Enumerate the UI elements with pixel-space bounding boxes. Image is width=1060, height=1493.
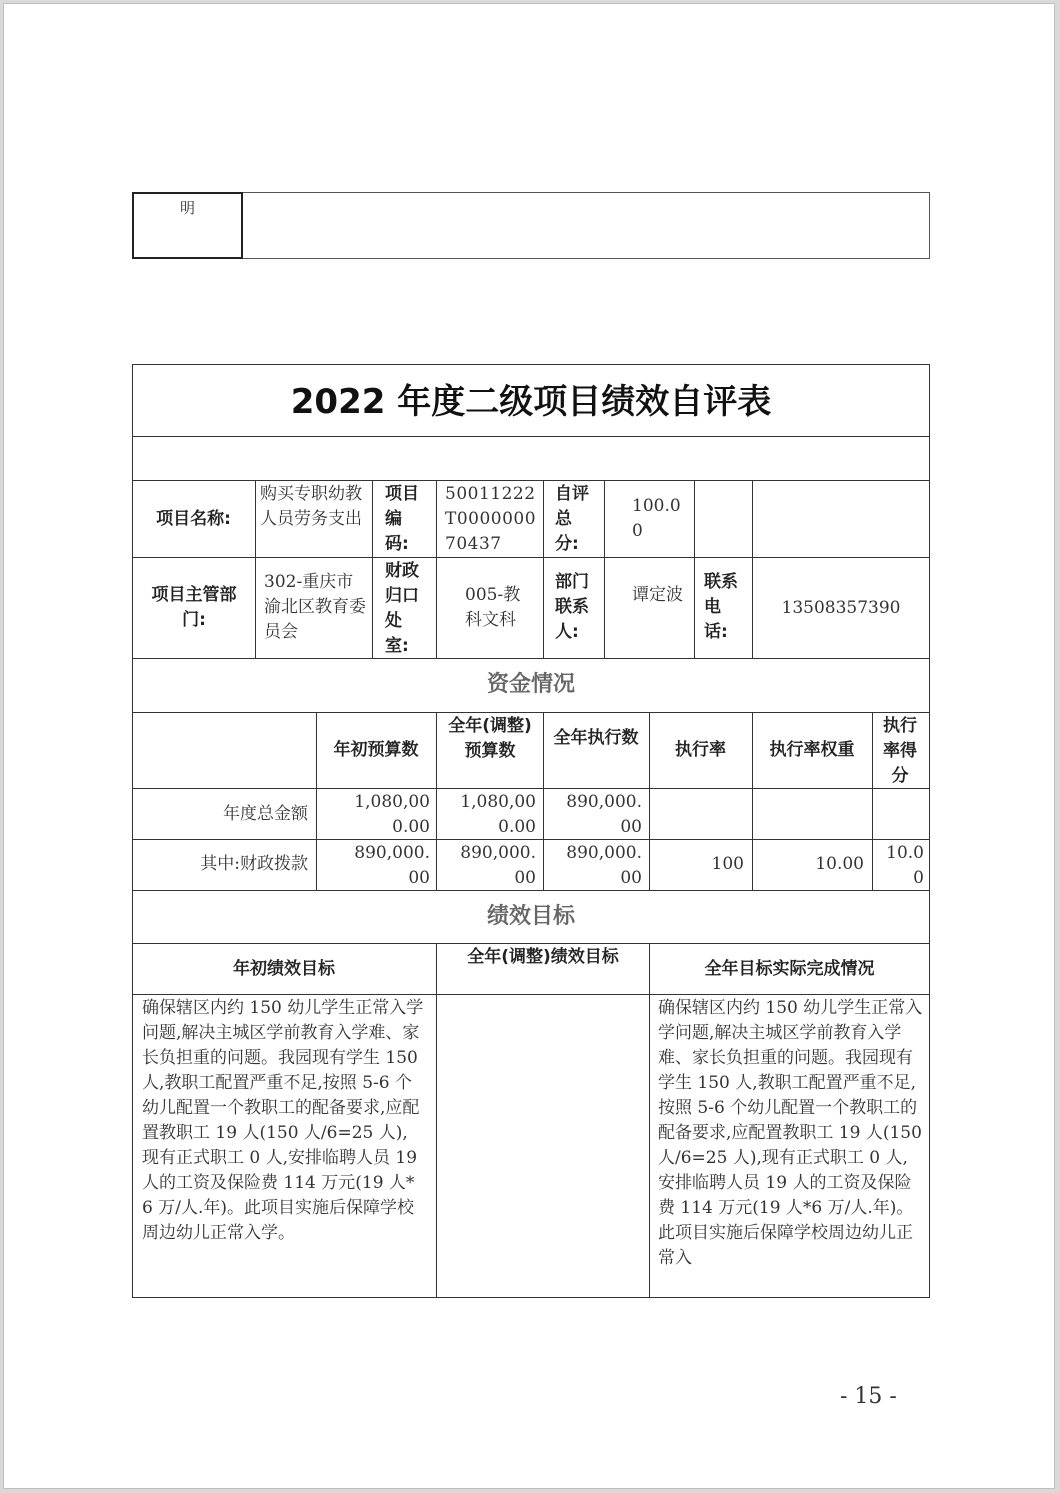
phone-value: 13508357390	[781, 598, 901, 618]
funds-row-fiscal-weight: 10.00	[815, 854, 864, 874]
finance-label: 财政归口处室:	[385, 561, 419, 656]
goals-initial-text: 确保辖区内约 150 幼儿学生正常入学问题,解决主城区学前教育入学难、家长负担重的问题。我园现有学生 150 人,教职工配置严重不足,按照 5-6 个幼儿配置一个教职工的配备要求,应配置教职工 19 人(150 人/6=25 人),现有正式职工 0 人,安排临聘人员 19 人的工资及保险费 114 万元(19 人*6 万/人.年)。此项目实施后保障学校周边幼儿正常入学。	[142, 998, 424, 1243]
funds-row-fiscal-label: 其中:财政拨款	[200, 854, 308, 874]
funds-row-total-label: 年度总金额	[223, 804, 308, 824]
funds-row-fiscal-adjusted: 890,000.00	[460, 843, 536, 888]
funds-header-score: 执行率得分	[883, 716, 917, 786]
top-box-label: 明	[179, 199, 195, 217]
funds-header-executed: 全年执行数	[553, 728, 639, 748]
goals-header-adjusted: 全年(调整)绩效目标	[467, 947, 619, 967]
contact-label: 部门联系人:	[555, 572, 589, 642]
table-title: 2022 年度二级项目绩效自评表	[290, 382, 772, 422]
funds-row-fiscal-executed: 890,000.00	[566, 843, 642, 888]
funds-header-weight: 执行率权重	[769, 740, 855, 760]
funds-row-total-executed: 890,000.00	[566, 792, 642, 837]
self-score-value: 100.00	[632, 496, 681, 541]
phone-label: 联系电话:	[704, 572, 738, 642]
goals-header-initial: 年初绩效目标	[233, 959, 335, 979]
self-score-label: 自评总分:	[555, 484, 589, 554]
funds-section-title: 资金情况	[486, 672, 575, 697]
funds-header-adjusted: 全年(调整)预算数	[448, 716, 532, 761]
project-name-value: 购买专职幼教人员劳务支出	[260, 484, 362, 529]
project-name-label: 项目名称:	[156, 509, 231, 529]
goals-section-title: 绩效目标	[486, 904, 575, 929]
goals-actual-text: 确保辖区内约 150 幼儿学生正常入学问题,解决主城区学前教育入学难、家长负担重的问题。我园现有学生 150 人,教职工配置严重不足,按照 5-6 个幼儿配置一个教职工的配备要求,应配置教职工 19 人(150 人/6=25 人),现有正式职工 0 人,安排临聘人员 19 人的工资及保险费 114 万元(19 人*6 万/人.年)。此项目实施后保障学校周边幼儿正常入	[658, 998, 923, 1268]
document-page	[3, 3, 1055, 1489]
contact-value: 谭定波	[632, 585, 683, 605]
funds-row-fiscal-score: 10.00	[886, 843, 924, 888]
funds-row-fiscal-initial: 890,000.00	[354, 843, 430, 888]
funds-row-total-initial: 1,080,000.00	[354, 792, 430, 837]
funds-row-total-adjusted: 1,080,000.00	[460, 792, 536, 837]
funds-header-rate: 执行率	[675, 740, 726, 760]
dept-value: 302-重庆市渝北区教育委员会	[264, 572, 366, 642]
goals-header-actual: 全年目标实际完成情况	[704, 959, 875, 979]
project-code-value: 50011222T000000070437	[445, 484, 537, 554]
finance-value: 005-教科文科	[465, 585, 521, 630]
dept-label: 项目主管部门:	[151, 585, 237, 630]
project-code-label: 项目编码:	[385, 484, 419, 554]
top-box	[132, 192, 930, 259]
page-number: - 15 -	[840, 1384, 897, 1409]
funds-row-fiscal-rate: 100	[711, 854, 744, 874]
funds-header-initial: 年初预算数	[333, 740, 419, 760]
